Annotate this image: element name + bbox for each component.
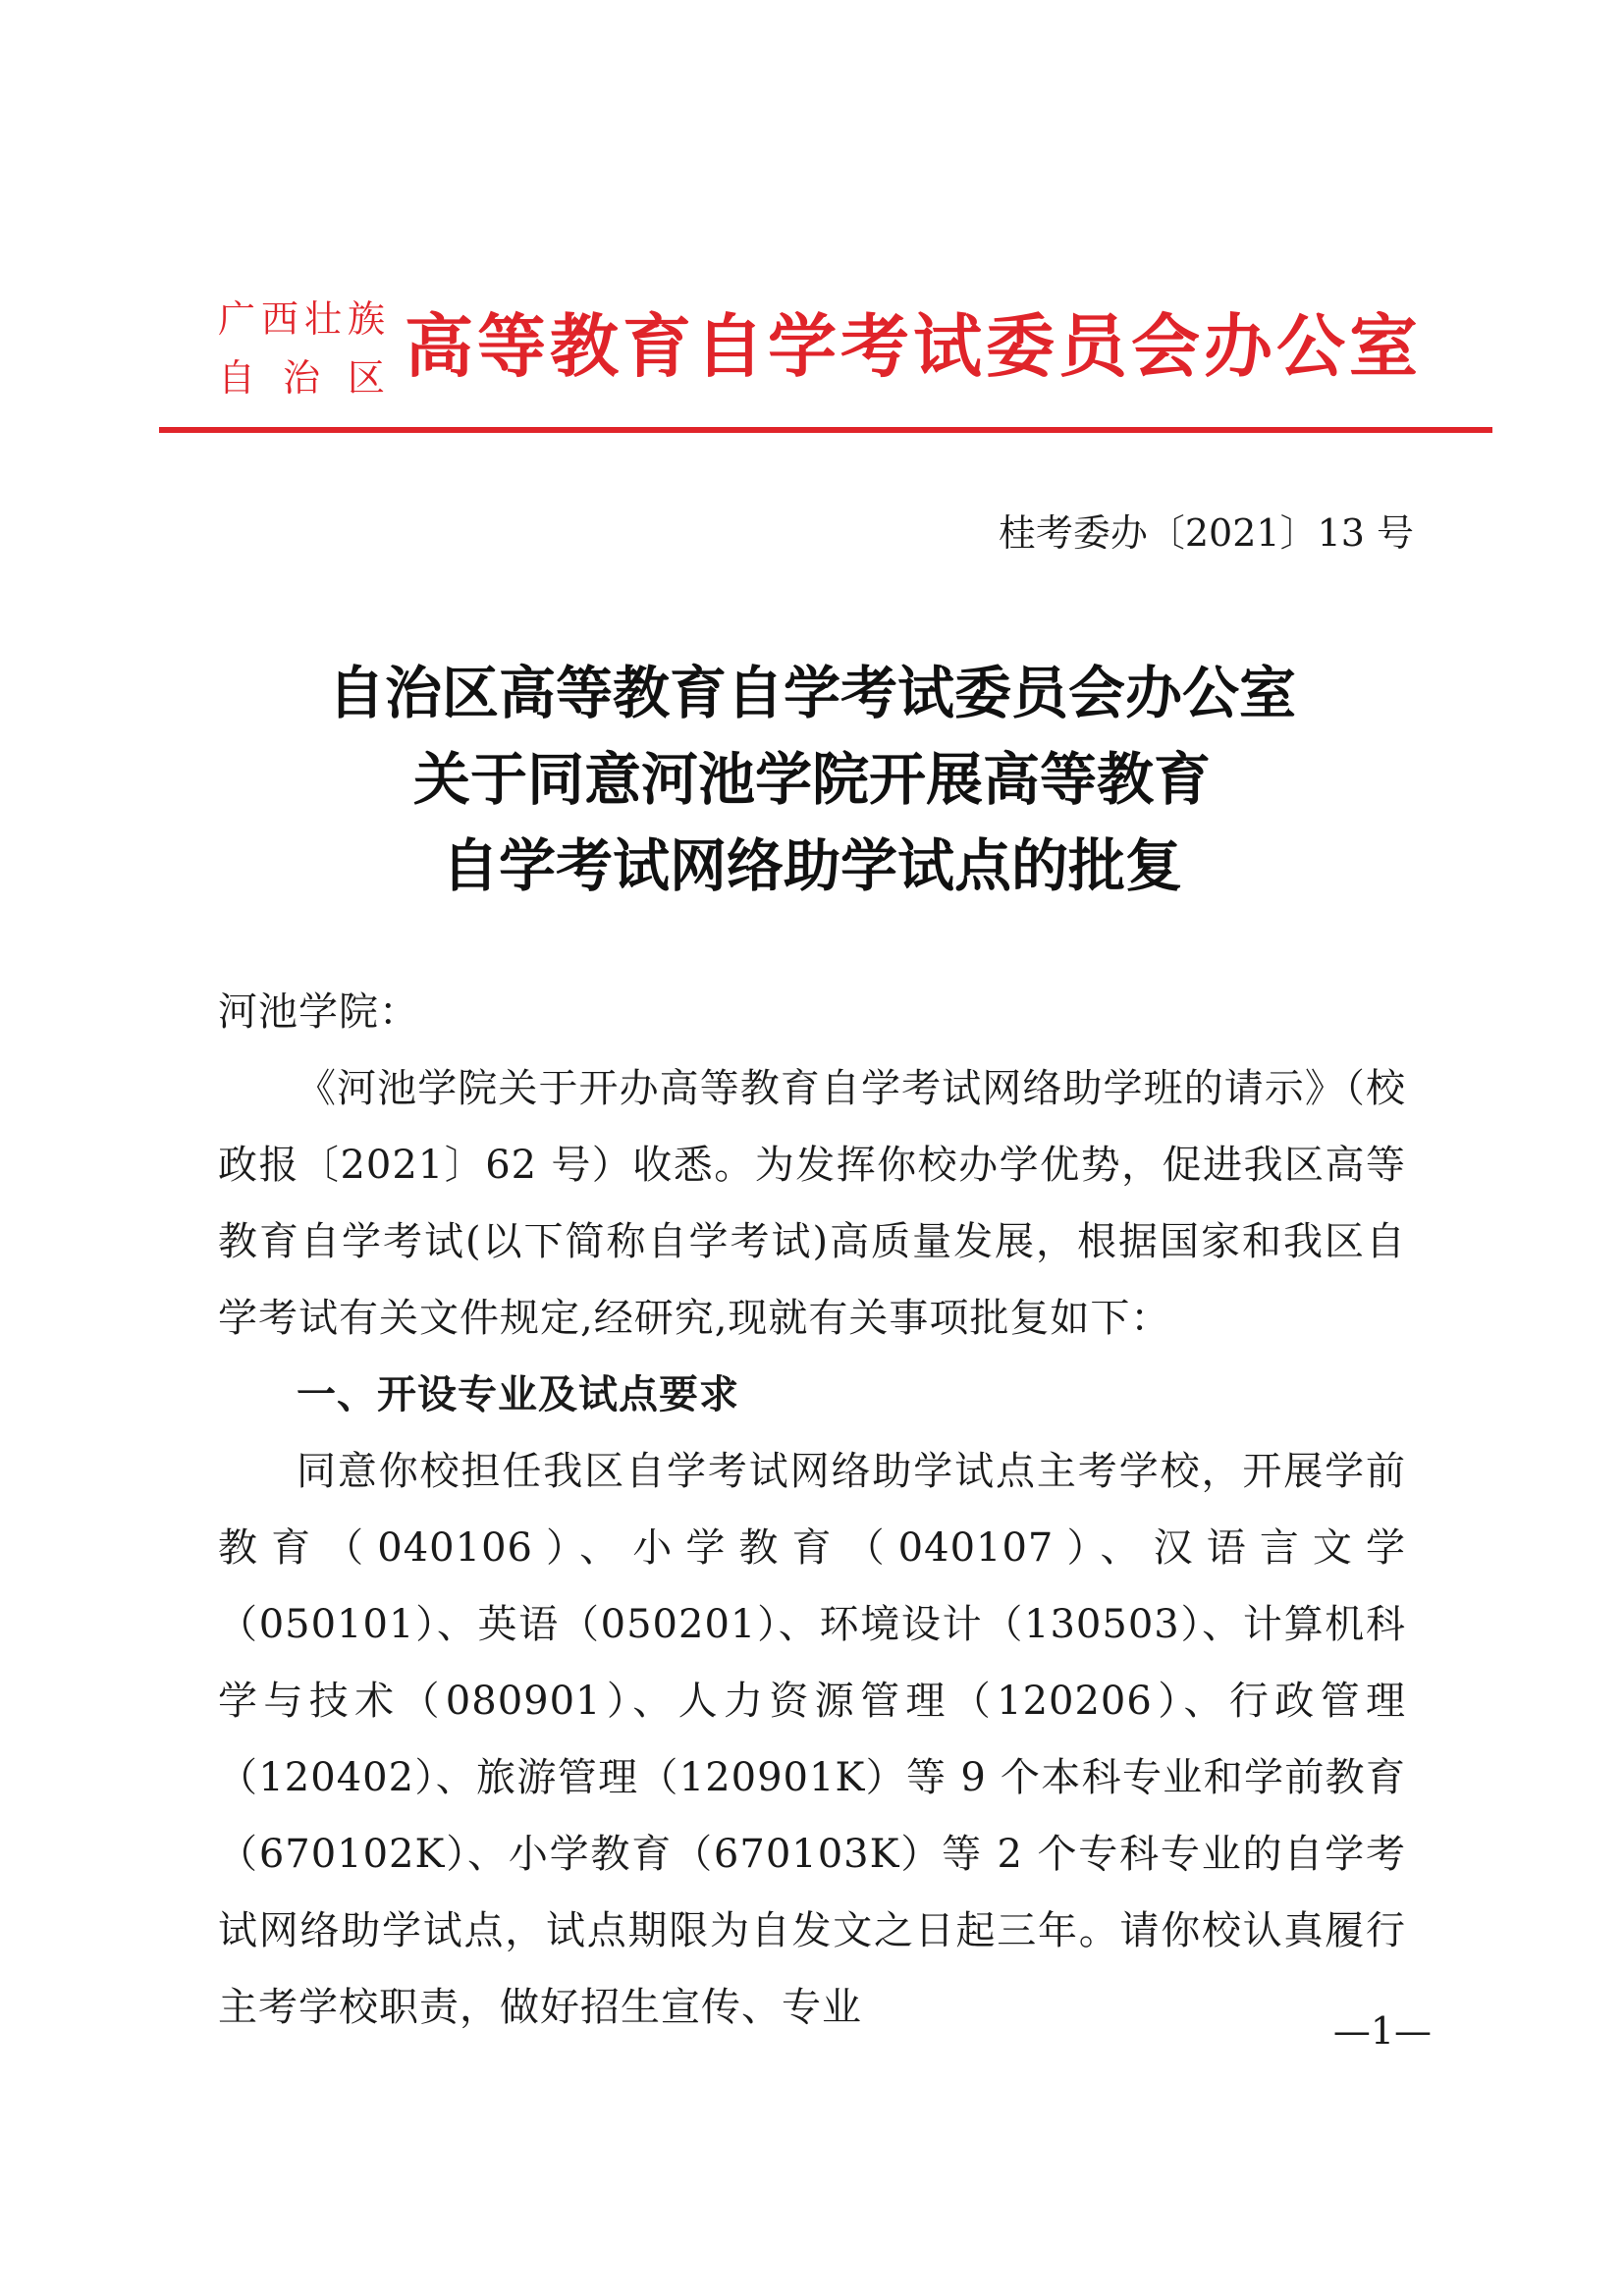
paragraph-1: 《河池学院关于开办高等教育自学考试网络助学班的请示》（校政报〔2021〕62 号）收悉。为发挥你校办学优势，促进我区高等教育自学考试(以下简称自学考试)高质量发展，根据国家和我区自学考试有关文件规定,经研究,现就有关事项批复如下： (218, 1066, 1406, 1341)
letterhead-red-divider (159, 427, 1492, 433)
section-1-heading: 一、开设专业及试点要求 (297, 1372, 739, 1417)
title-line-1: 自治区高等教育自学考试委员会办公室 (327, 660, 1296, 726)
title-line-2: 关于同意河池学院开展高等教育 (412, 746, 1211, 813)
document-title (0, 650, 1624, 909)
letterhead-region-line2: 自 治 区 (218, 356, 385, 400)
salutation: 河池学院： (218, 989, 419, 1035)
paragraph-2: 同意你校担任我区自学考试网络助学试点主考学校，开展学前教育（040106）、小学教育（040107）、汉语言文学（050101）、英语（050201）、环境设计（130503）、计算机科学与技术（080901）、人力资源管理（120206）、行政管理（120402）、旅游管理（120901K）等 9 个本科专业和学前教育（670102K）、小学教育（670103K）等 2 个专科专业的自学考试网络助学试点，试点期限为自发文之日起三年。请你校认真履行主考学校职责，做好招生宣传、专业 (218, 1449, 1406, 2030)
page-number: —1— (1332, 2009, 1432, 2053)
letterhead-region-line1: 广西壮族 (218, 297, 385, 341)
document-body (218, 974, 1406, 2046)
title-line-3: 自学考试网络助学试点的批复 (441, 832, 1182, 899)
document-number: 桂考委办〔2021〕13 号 (998, 511, 1414, 555)
letterhead-office-name: 高等教育自学考试委员会办公室 (405, 305, 1422, 387)
